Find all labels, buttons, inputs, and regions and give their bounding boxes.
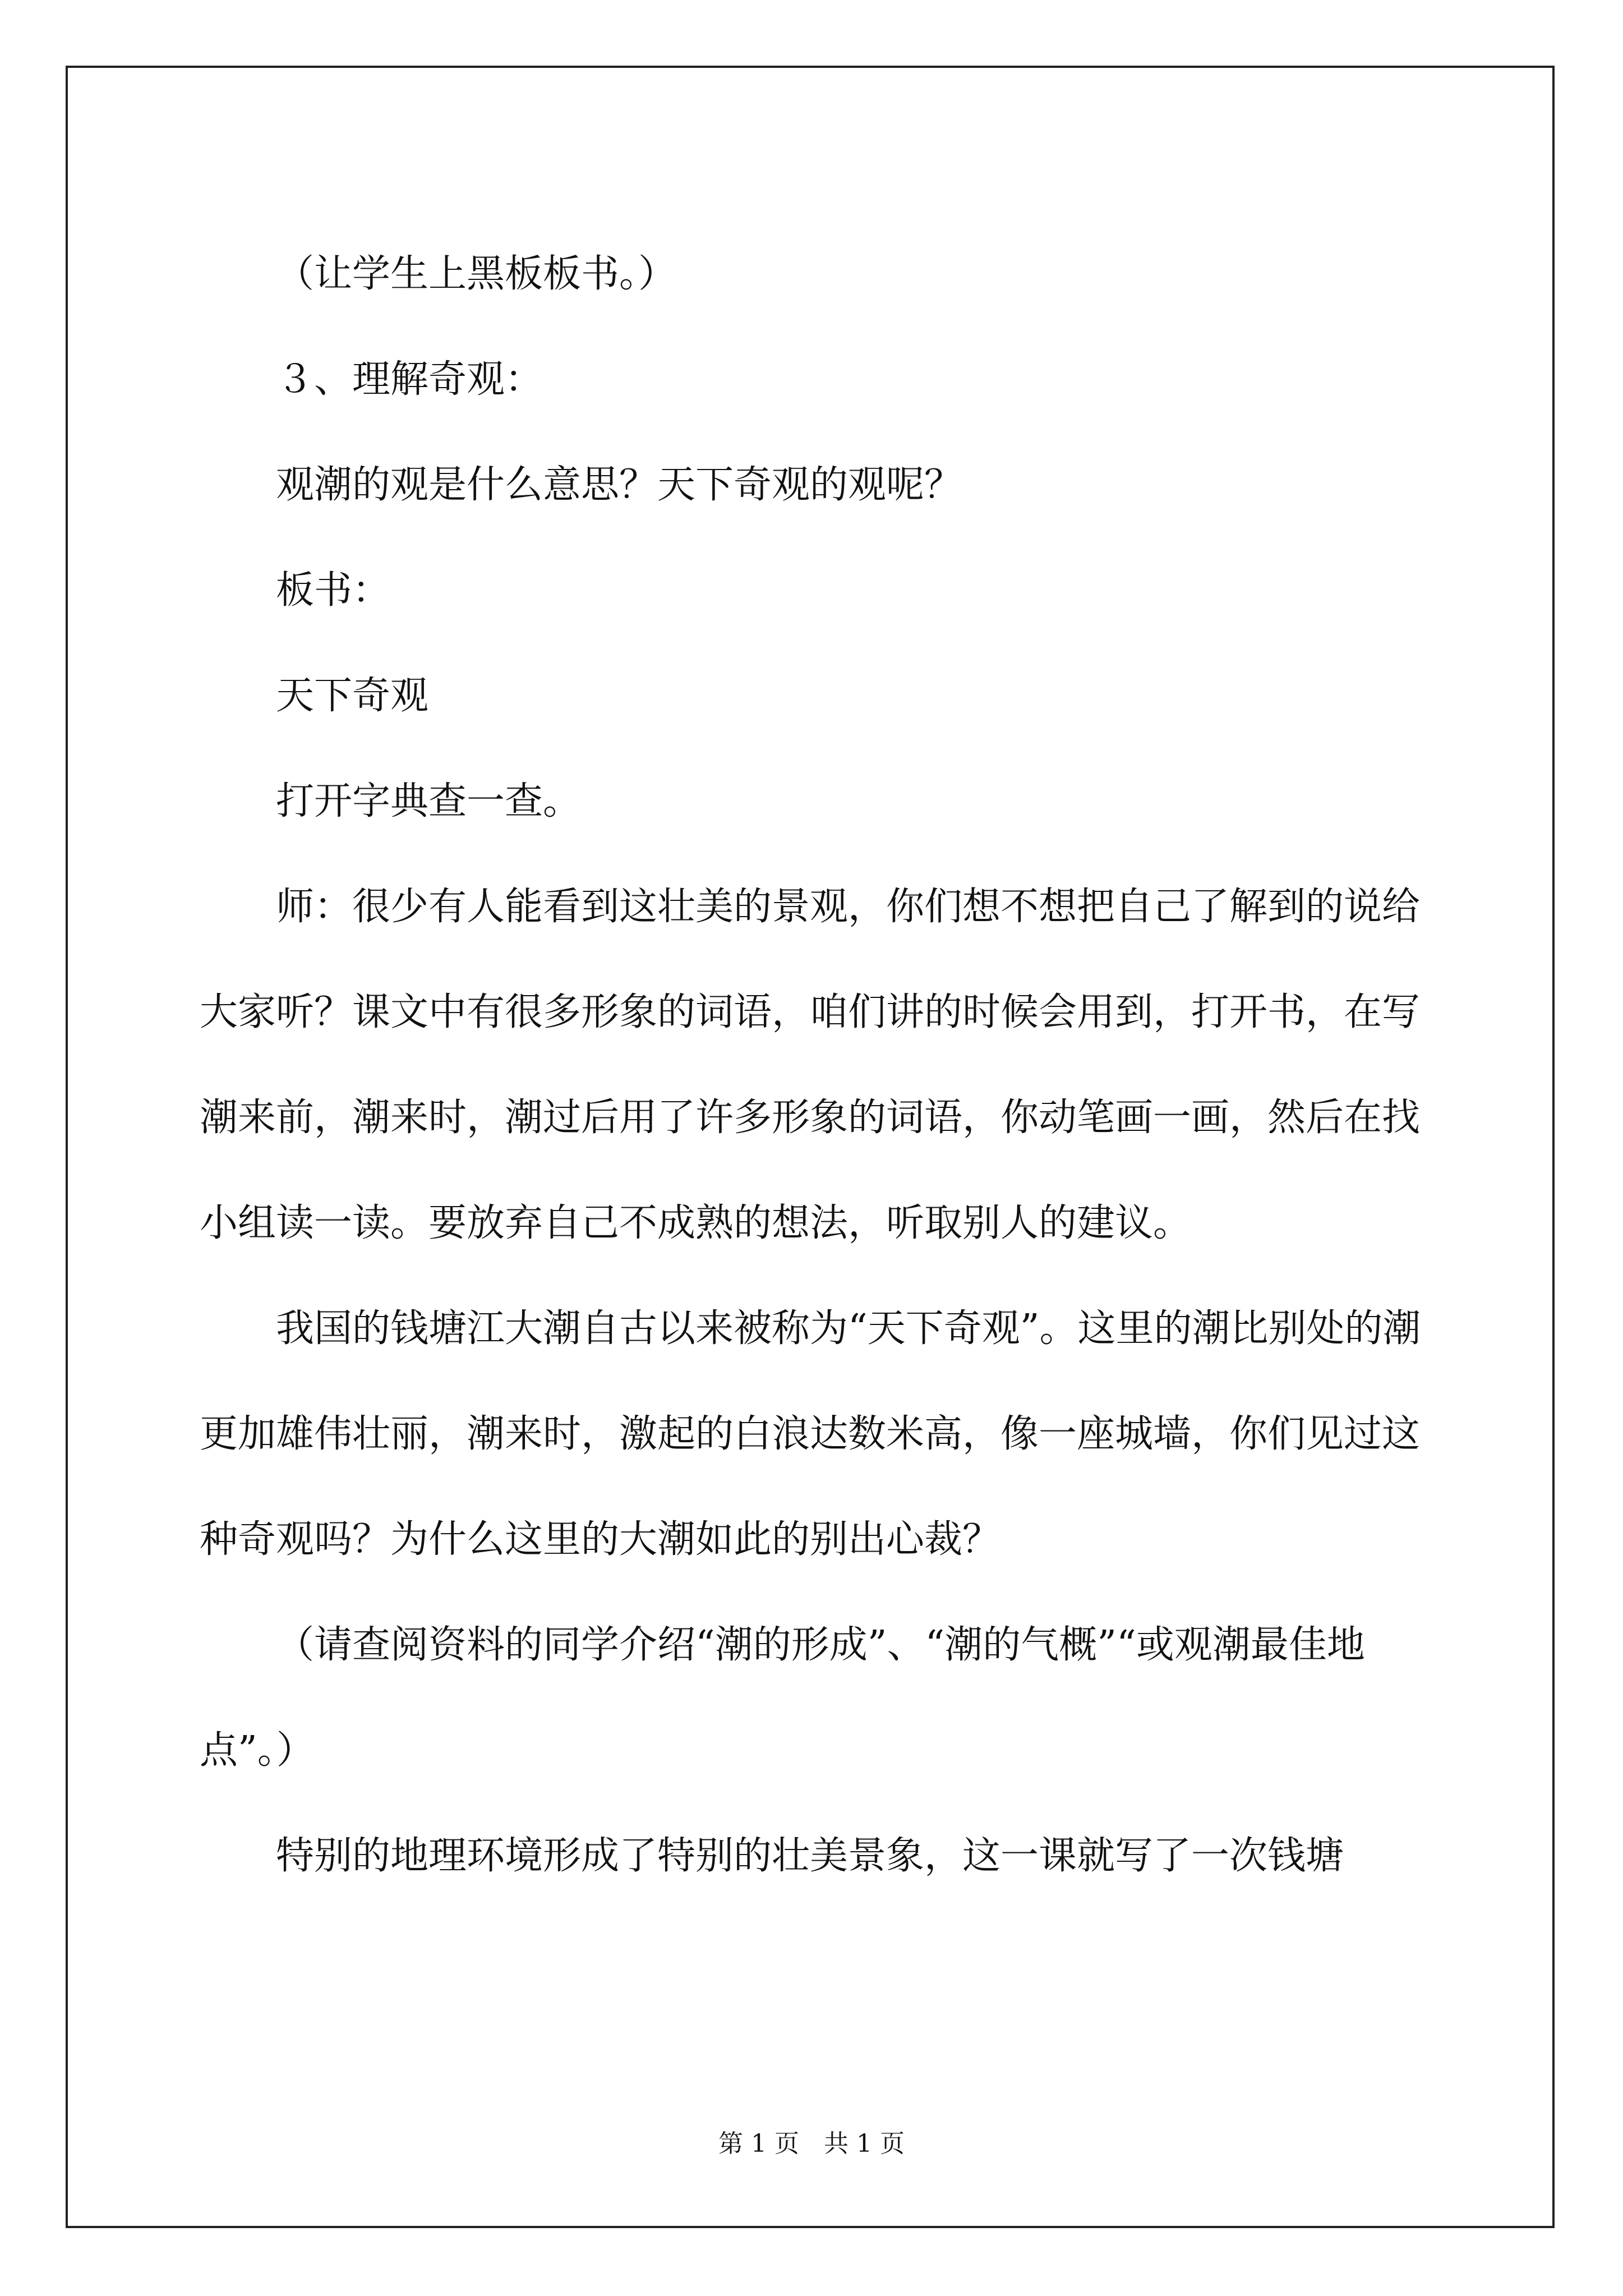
paragraph-7: 师：很少有人能看到这壮美的景观，你们想不想把自己了解到的说给大家听？课文中有很多形象的词语，咱们讲的时候会用到，打开书，在写潮来前，潮来时，潮过后用了许多形象的词语，你动笔画一画，然后在找小组读一读。要放弃自己不成熟的想法，听取别人的建议。	[200, 885, 1421, 1245]
paragraph-6: 打开字典查一查。	[276, 779, 582, 823]
document-body	[200, 222, 1422, 1909]
paragraph-1: （让学生上黑板板书。）	[276, 252, 677, 296]
paragraph-2: ３、理解奇观：	[276, 357, 543, 402]
paragraph-3: 观潮的观是什么意思？天下奇观的观呢？	[276, 463, 963, 507]
paragraph-10: 特别的地理环境形成了特别的壮美景象，这一课就写了一次钱塘	[276, 1834, 1344, 1878]
paragraph-9: （请查阅资料的同学介绍“潮的形成”、“潮的气概”“或观潮最佳地点”。）	[200, 1623, 1365, 1773]
paragraph-5: 天下奇观	[276, 674, 429, 718]
page-footer: 第 1 页 共 1 页	[718, 2129, 905, 2158]
paragraph-8: 我国的钱塘江大潮自古以来被称为“天下奇观”。这里的潮比别处的潮更加雄伟壮丽，潮来时，激起的白浪达数米高，像一座城墙，你们见过这种奇观吗？为什么这里的大潮如此的别出心裁？	[200, 1306, 1421, 1562]
paragraph-4: 板书：	[276, 568, 391, 613]
